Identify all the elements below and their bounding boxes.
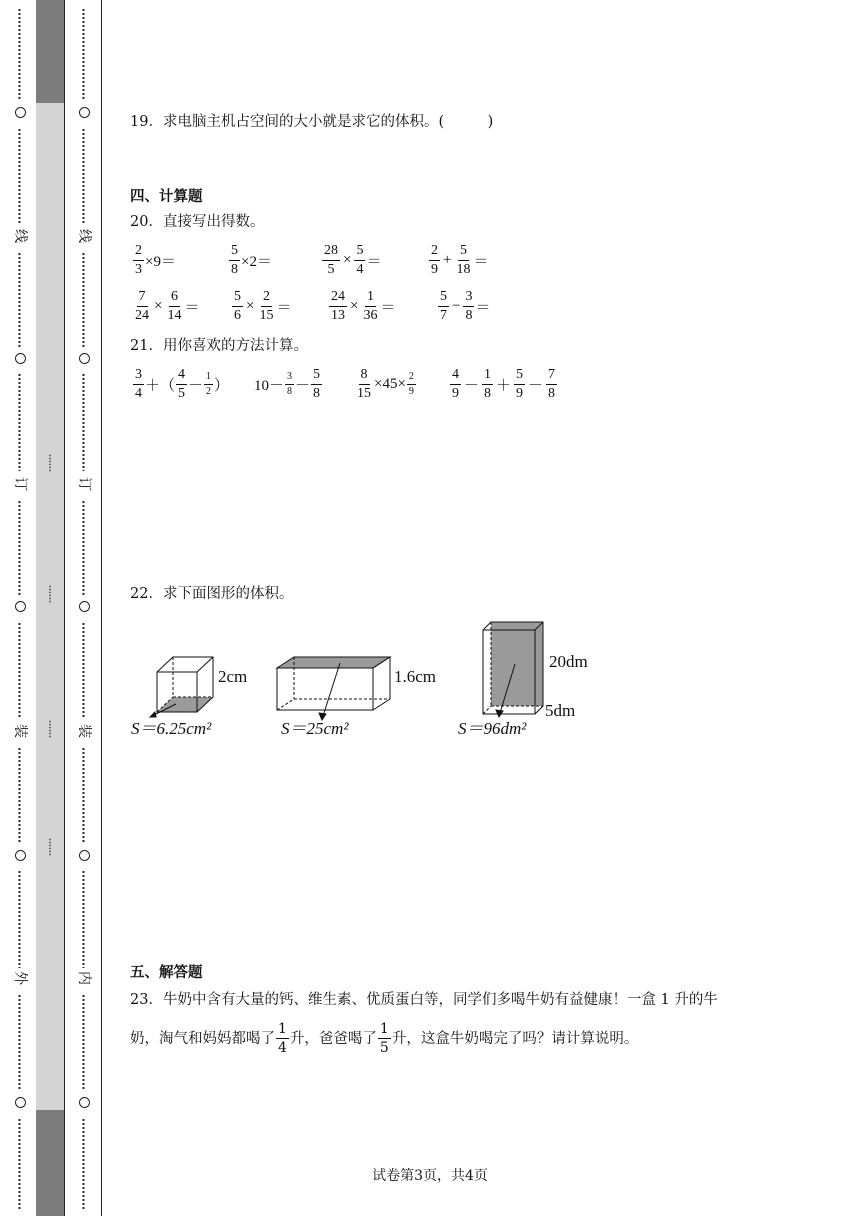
margin-char-xian-outer: 线 [12,229,28,243]
margin-char-ding-outer: 订 [12,477,28,491]
figure-1-cuboid [150,657,213,717]
q20-expr-2-2: $\frac{5}{6}$ × $\frac{2}{15}$ ＝ [234,289,292,323]
fig3-height-label: 20dm [549,652,588,671]
question-21: 21．用你喜欢的方法计算。 [130,338,308,354]
margin-char-xian-inner: 线 [76,229,92,243]
fig2-height-label: 1.6cm [394,667,437,686]
fig1-height-label: 2cm [218,667,248,686]
page-footer: 试卷第3页，共4页 [372,1168,488,1184]
q20-expr-1-2: $\frac{5}{8}$ ×2＝ [231,243,272,277]
figure-2-cuboid [277,657,390,720]
fig3-area-label: S＝96dm² [458,719,527,738]
q20-expr-2-3: $\frac{24}{13}$ × $\frac{1}{36}$ ＝ [331,289,396,323]
q20-expr-2-4: $\frac{5}{7}$ − $\frac{3}{8}$ ＝ [440,289,491,323]
q21-expr-4: $\frac{4}{9}$ － $\frac{1}{8}$ ＋ $\frac{5}{9}$ － $\frac{7}{8}$ [452,367,556,401]
question-20: 20．直接写出得数。 [130,214,265,230]
margin-char-ding-inner: 订 [76,477,92,491]
q20-expr-1-1: $\frac{2}{3}$ ×9＝ [135,243,176,277]
q20-expr-1-4: $\frac{2}{9}$ + $\frac{5}{18}$ ＝ [431,243,489,277]
question-19: 19．求电脑主机占空间的大小就是求它的体积。( ) [130,114,494,130]
section-5-title: 五、解答题 [130,965,203,981]
question-23-line-2: 奶，淘气和妈妈都喝了 $\frac{1}{4}$ 升，爸爸喝了 $\frac{1}{5}$ 升，这盒牛奶喝完了吗？请计算说明。 [130,1021,639,1056]
question-23-line-1: 23．牛奶中含有大量的钙、维生素、优质蛋白等，同学们多喝牛奶有益健康！一盒 1 升的牛 [130,992,718,1008]
q21-expr-1: $\frac{3}{4}$ ＋（ $\frac{4}{5}$ － $\frac{1}{2}$ ） [135,367,230,401]
q20-expr-1-3: $\frac{28}{5}$ × $\frac{5}{4}$ ＝ [324,243,382,277]
margin-char-zhuang-inner: 装 [76,724,92,738]
fig2-area-label: S＝25cm² [281,719,349,738]
section-4-title: 四、计算题 [130,189,203,205]
margin-char-zhuang-outer: 装 [12,724,28,738]
q21-expr-3: $\frac{8}{15}$ ×45× $\frac{2}{9}$ [357,367,414,401]
fig1-area-label: S＝6.25cm² [131,719,212,738]
margin-char-wai: 外 [12,971,28,985]
q21-expr-2: 10－ $\frac{3}{8}$ － $\frac{5}{8}$ [254,367,321,401]
figure-3-cuboid [483,622,543,717]
question-22: 22．求下面图形的体积。 [130,586,294,602]
q20-expr-2-1: $\frac{7}{24}$ × $\frac{6}{14}$ ＝ [135,289,200,323]
margin-char-nei: 内 [76,971,92,985]
fig3-width-label: 5dm [545,701,576,720]
